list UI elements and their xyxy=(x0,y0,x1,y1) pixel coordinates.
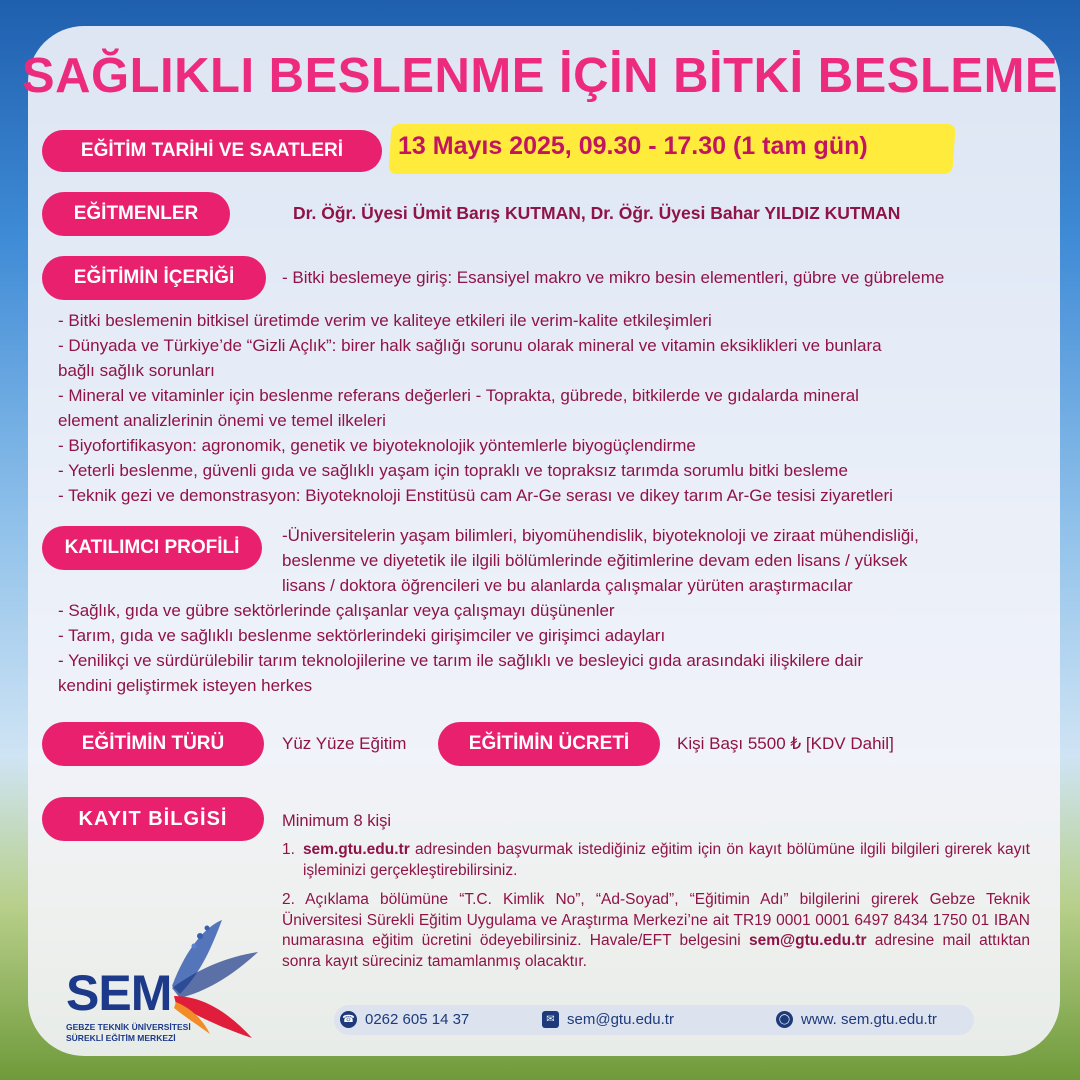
email-text: sem@gtu.edu.tr xyxy=(567,1011,674,1028)
step-text: 2. Açıklama bölümüne “T.C. Kimlik No”, “Ad-Soyad”, “Eğitimin Adı” bilgilerini girerek Gebze Teknik Üniversitesi Sürekli Eğitim Uygulama ve Araştırma Merkezi’ne ait TR19 0001 0001 6497 8434 1750 01 IBAN numarasına eğitim ücretini ödeyebilirsiniz. Havale/EFT belgesini xyxy=(282,891,1030,949)
type-label-pill: EĞİTİMİN TÜRÜ xyxy=(42,722,264,766)
registration-step-2 xyxy=(282,890,1030,972)
web-text: www. sem.gtu.edu.tr xyxy=(801,1011,937,1028)
mail-icon: ✉ xyxy=(542,1011,559,1028)
profile-line: kendini geliştirmek isteyen herkes xyxy=(58,676,313,695)
logo-line-1: GEBZE TEKNİK ÜNİVERSİTESİ xyxy=(66,1022,191,1032)
content-line: - Teknik gezi ve demonstrasyon: Biyoteknoloji Enstitüsü cam Ar-Ge serası ve dikey tarım Ar-Ge tesisi ziyaretleri xyxy=(58,486,893,505)
profile-line: beslenme ve diyetetik ile ilgili bölümlerinde eğitimlerine devam eden lisans / yüksek xyxy=(282,551,908,570)
site-link[interactable]: sem.gtu.edu.tr xyxy=(302,841,410,858)
trainers-label-pill: EĞİTMENLER xyxy=(42,192,230,236)
content-line: - Mineral ve vitaminler için beslenme referans değerleri - Toprakta, gübrede, bitkilerde ve gıdalarda mineral xyxy=(58,386,859,405)
profile-line: - Tarım, gıda ve sağlıklı beslenme sektörlerindeki girişimciler ve girişimci adayları xyxy=(58,626,666,645)
content-list xyxy=(58,308,893,508)
footer-phone[interactable] xyxy=(340,1011,469,1028)
trainers-value: Dr. Öğr. Üyesi Ümit Barış KUTMAN, Dr. Öğr. Üyesi Bahar YILDIZ KUTMAN xyxy=(293,203,901,223)
profile-intro xyxy=(282,523,919,598)
phone-icon: ☎ xyxy=(340,1011,357,1028)
content-line: - Bitki beslemenin bitkisel üretimde verim ve kaliteye etkileri ile verim-kalite etkileşimleri xyxy=(58,311,712,330)
registration-step-1 xyxy=(282,840,1030,881)
step-body xyxy=(303,840,1030,881)
globe-icon: ◯ xyxy=(776,1011,793,1028)
sem-logo xyxy=(62,916,262,1046)
profile-line: lisans / doktora öğrencileri ve bu alanlarda çalışmalar yürüten araştırmacılar xyxy=(282,576,853,595)
profile-line: -Üniversitelerin yaşam bilimleri, biyomühendislik, biyoteknoloji ve ziraat mühendisliği, xyxy=(282,526,919,545)
profile-line: - Sağlık, gıda ve gübre sektörlerinde çalışanlar veya çalışmayı düşünenler xyxy=(58,601,615,620)
content-line: - Dünyada ve Türkiye’de “Gizli Açlık”: birer halk sağlığı sorunu olarak mineral ve vitamin eksiklikleri ve bunlara xyxy=(58,336,882,355)
step-text-end: adresine mail attıktan sonra kayıt süreciniz tamamlanmış olacaktır. xyxy=(282,932,1030,970)
registration-minimum: Minimum 8 kişi xyxy=(282,812,392,830)
step-number: 1. xyxy=(282,841,295,858)
date-value: 13 Mayıs 2025, 09.30 - 17.30 (1 tam gün) xyxy=(398,132,868,160)
content-label-pill: EĞİTİMİN İÇERİĞİ xyxy=(42,256,266,300)
fee-label-pill: EĞİTİMİN ÜCRETİ xyxy=(438,722,660,766)
footer-email[interactable] xyxy=(542,1011,674,1028)
fee-value: Kişi Başı 5500 ₺ [KDV Dahil] xyxy=(677,734,894,753)
profile-list xyxy=(58,598,863,698)
footer-web[interactable] xyxy=(776,1011,937,1028)
email-link[interactable]: sem@gtu.edu.tr xyxy=(748,932,867,949)
content-line: element analizlerinin önemi ve temel ilkeleri xyxy=(58,411,386,430)
registration-label-pill: KAYIT BİLGİSİ xyxy=(42,797,264,841)
logo-wordmark: SEM xyxy=(66,965,172,1021)
content-first-line: - Bitki beslemeye giriş: Esansiyel makro ve mikro besin elementleri, gübre ve gübreleme xyxy=(282,268,945,287)
page-title: SAĞLIKLI BESLENME İÇİN BİTKİ BESLEME xyxy=(21,49,1059,103)
profile-label-pill: KATILIMCI PROFİLİ xyxy=(42,526,262,570)
logo-line-2: SÜREKLİ EĞİTİM MERKEZİ xyxy=(66,1033,176,1043)
profile-line: - Yenilikçi ve sürdürülebilir tarım teknolojilerine ve tarım ile sağlıklı ve besleyici gıda arasındaki ilişkilere dair xyxy=(58,651,864,670)
step-text: adresinden başvurmak istediğiniz eğitim için ön kayıt bölümüne ilgili bilgileri girerek kayıt işleminizi gerçekleştirebilirsiniz. xyxy=(302,841,1030,879)
content-line: - Yeterli beslenme, güvenli gıda ve sağlıklı yaşam için topraklı ve topraksız tarımda sorumlu bitki besleme xyxy=(58,461,848,480)
type-value: Yüz Yüze Eğitim xyxy=(282,734,407,753)
date-label-pill: EĞİTİM TARİHİ VE SAATLERİ xyxy=(42,130,382,172)
phone-text: 0262 605 14 37 xyxy=(365,1011,470,1028)
content-line: - Biyofortifikasyon: agronomik, genetik ve biyoteknolojik yöntemlerle biyogüçlendirme xyxy=(58,436,696,455)
content-line: bağlı sağlık sorunları xyxy=(58,361,215,380)
